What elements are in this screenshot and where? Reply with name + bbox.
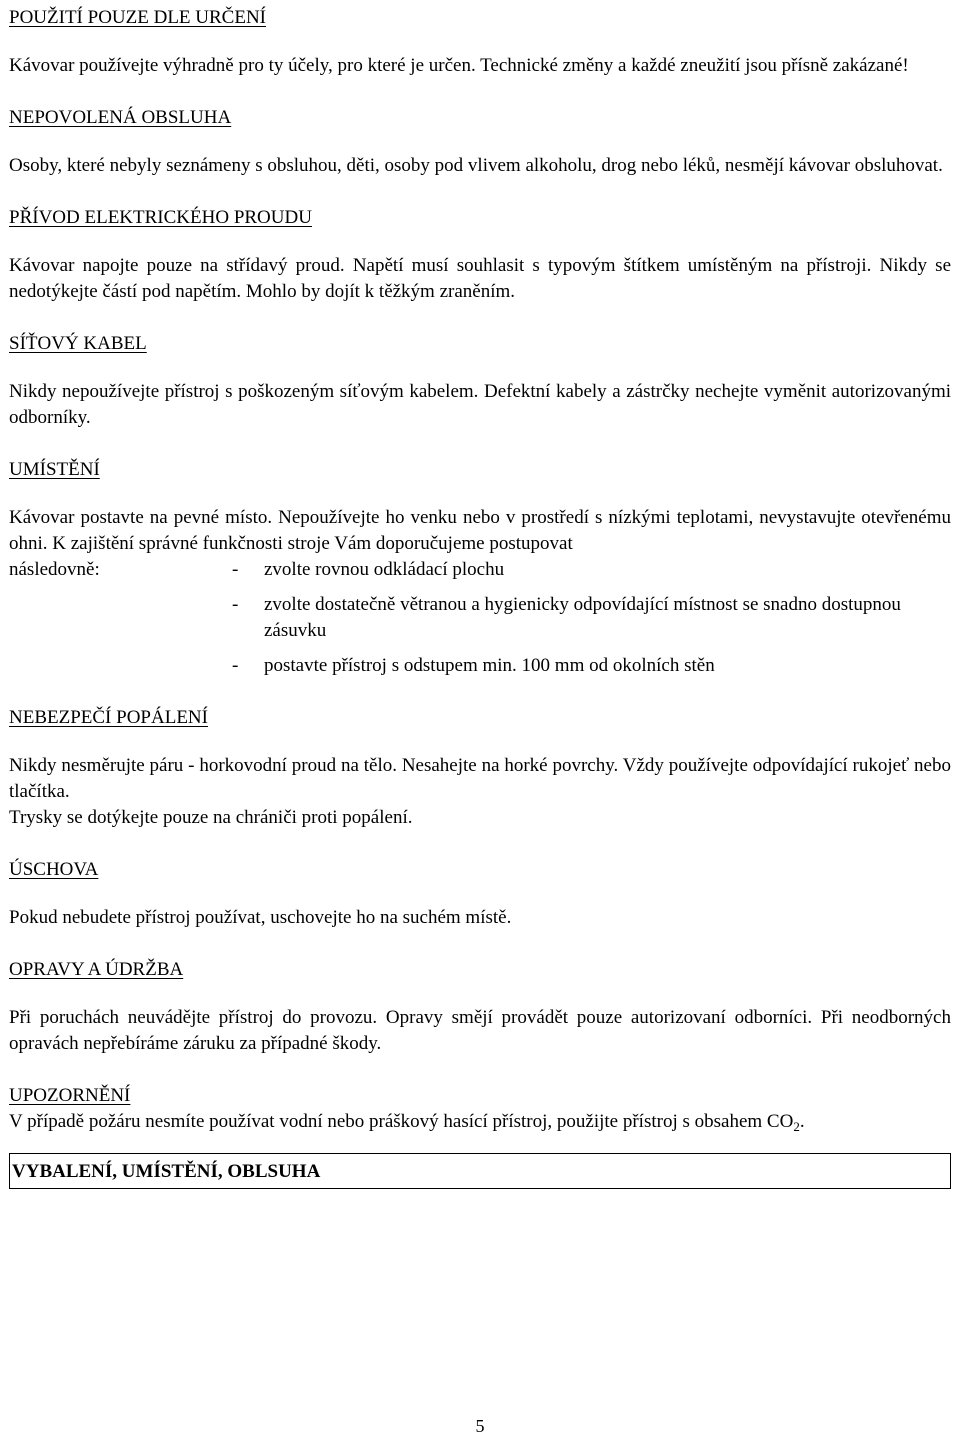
co2-formula: $CO_2$. [766, 1111, 805, 1134]
heading-storage: ÚSCHOVA [9, 859, 99, 880]
list-item-text: zvolte rovnou odkládací plochu [264, 559, 505, 580]
list-dash: - [232, 559, 239, 580]
list-dash: - [232, 655, 239, 676]
paragraph-repairs: Při poruchách neuvádějte přístroj do provozu. Opravy smějí provádět pouze autorizovaní odborníci. Při neodborných opravách nepřebíráme záruku za případné škody. [9, 1007, 951, 1054]
paragraph-power-supply: Kávovar napojte pouze na střídavý proud. Napětí musí souhlasit s typovým štítkem umístěným na přístroji. Nikdy se nedotýkejte částí pod napětím. Mohlo by dojít k těžkým zraněním. [9, 255, 951, 302]
list-dash: - [232, 594, 239, 615]
paragraph-burn-hazard: Nikdy nesměrujte páru - horkovodní proud na tělo. Nesahejte na horké povrchy. Vždy používejte odpovídající rukojeť nebo tlačítka. [9, 755, 951, 802]
paragraph-warning [9, 1109, 951, 1135]
list-item [9, 557, 951, 583]
list-item-text: postavte přístroj s odstupem min. 100 mm od okolních stěn [264, 655, 715, 676]
paragraph-storage: Pokud nebudete přístroj používat, uschovejte ho na suchém místě. [9, 907, 512, 928]
section-title: VYBALENÍ, UMÍSTĚNÍ, OBLSUHA [12, 1161, 321, 1182]
heading-placement: UMÍSTĚNÍ [9, 459, 100, 480]
heading-power-cable: SÍŤOVÝ KABEL [9, 333, 147, 354]
paragraph-unauthorized-operation: Osoby, které nebyly seznámeny s obsluhou, děti, osoby pod vlivem alkoholu, drog nebo léků, nesmějí kávovar obsluhovat. [9, 155, 943, 176]
list-item [9, 592, 951, 644]
paragraph-placement: Kávovar postavte na pevné místo. Nepoužívejte ho venku nebo v prostředí s nízkými teplotami, nevystavujte otevřenému ohni. K zajištění správné funkčnosti stroje Vám doporučujeme postupovat [9, 507, 951, 554]
list-lead-text: následovně: [9, 559, 100, 580]
heading-intended-use: POUŽITÍ POUZE DLE URČENÍ [9, 7, 267, 28]
list-item [9, 653, 951, 679]
paragraph-power-cable: Nikdy nepoužívejte přístroj s poškozeným síťovým kabelem. Defektní kabely a zástrčky nechejte vyměnit autorizovanými odborníky. [9, 381, 951, 428]
heading-unauthorized-operation: NEPOVOLENÁ OBSLUHA [9, 107, 232, 128]
list-item-text: zvolte dostatečně větranou a hygienicky odpovídající místnost se snadno dostupnou zásuvku [264, 594, 901, 641]
heading-power-supply: PŘÍVOD ELEKTRICKÉHO PROUDU [9, 207, 312, 228]
paragraph-intended-use: Kávovar používejte výhradně pro ty účely, pro které je určen. Technické změny a každé zneužití jsou přísně zakázané! [9, 55, 909, 76]
heading-repairs: OPRAVY A ÚDRŽBA [9, 959, 184, 980]
heading-warning: UPOZORNĚNÍ [9, 1085, 131, 1106]
heading-burn-hazard: NEBEZPEČÍ POPÁLENÍ [9, 707, 208, 728]
section-title-box [9, 1153, 951, 1189]
page-number: 5 [475, 1416, 485, 1436]
warning-text: V případě požáru nesmíte používat vodní nebo práškový hasící přístroj, použijte přístroj s obsahem [9, 1111, 763, 1132]
document-page [9, 5, 951, 1189]
paragraph-burn-hazard-nozzle: Trysky se dotýkejte pouze na chrániči proti popálení. [9, 807, 413, 828]
